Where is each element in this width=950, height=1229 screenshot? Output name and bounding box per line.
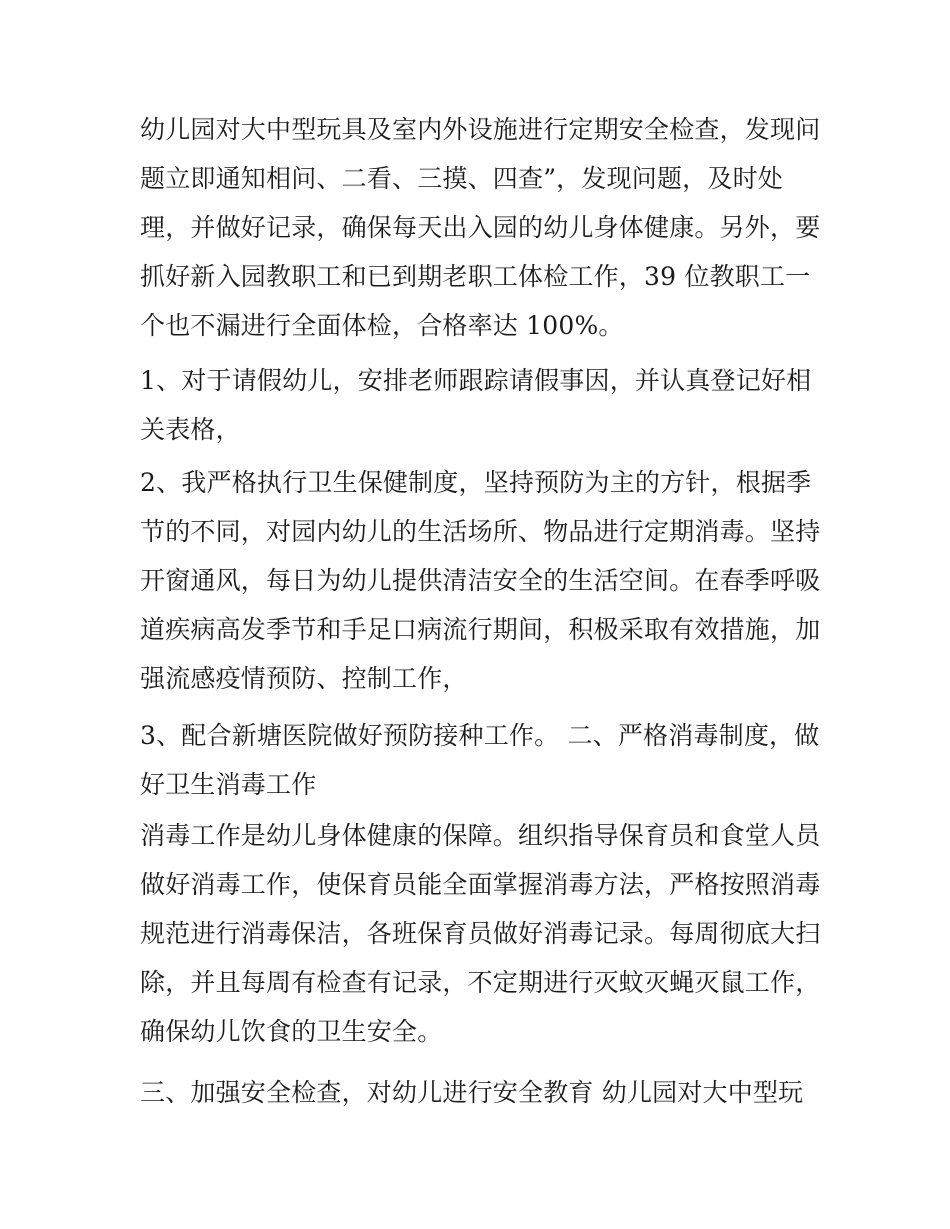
text-line: 抓好新入园教职工和已到期老职工体检工作，39 位教职工一 xyxy=(140,262,811,291)
text-line: 开窗通风，每日为幼儿提供清洁安全的生活空间。在春季呼吸 xyxy=(140,566,821,595)
list-item-3: 3、配合新塘医院做好预防接种工作。 二、严格消毒制度，做 xyxy=(140,721,820,750)
text-line: 节的不同，对园内幼儿的生活场所、物品进行定期消毒。坚持 xyxy=(140,517,821,546)
text-line: 消毒工作是幼儿身体健康的保障。组织指导保育员和食堂人员 xyxy=(140,821,821,850)
text-line: 理，并做好记录，确保每天出入园的幼儿身体健康。另外，要 xyxy=(140,213,821,242)
section-heading: 三、加强安全检查，对幼儿进行安全教育 幼儿园对大中型玩 xyxy=(140,1078,804,1107)
text-line: 关表格， xyxy=(140,415,241,444)
text-line: 幼儿园对大中型玩具及室内外设施进行定期安全检查，发现问 xyxy=(140,115,821,144)
text-line: 确保幼儿饮食的卫生安全。 xyxy=(140,1017,443,1046)
list-item-1: 1、对于请假幼儿，安排老师跟踪请假事因，并认真登记好相 xyxy=(140,366,812,395)
text-line: 除，并且每周有检查有记录，不定期进行灭蚊灭蝇灭鼠工作， xyxy=(140,968,821,997)
text-line: 道疾病高发季节和手足口病流行期间，积极采取有效措施，加 xyxy=(140,615,821,644)
text-line: 题立即通知相问、二看、三摸、四查”，发现问题，及时处 xyxy=(140,164,783,193)
text-line: 规范进行消毒保洁，各班保育员做好消毒记录。每周彻底大扫 xyxy=(140,919,821,948)
section-heading: 好卫生消毒工作 xyxy=(140,770,317,799)
text-line: 个也不漏进行全面体检，合格率达 100%。 xyxy=(140,311,624,340)
text-line: 做好消毒工作，使保育员能全面掌握消毒方法，严格按照消毒 xyxy=(140,870,821,899)
text-line: 强流感疫情预防、控制工作， xyxy=(140,664,468,693)
list-item-2: 2、我严格执行卫生保健制度，坚持预防为主的方针，根据季 xyxy=(140,468,812,497)
